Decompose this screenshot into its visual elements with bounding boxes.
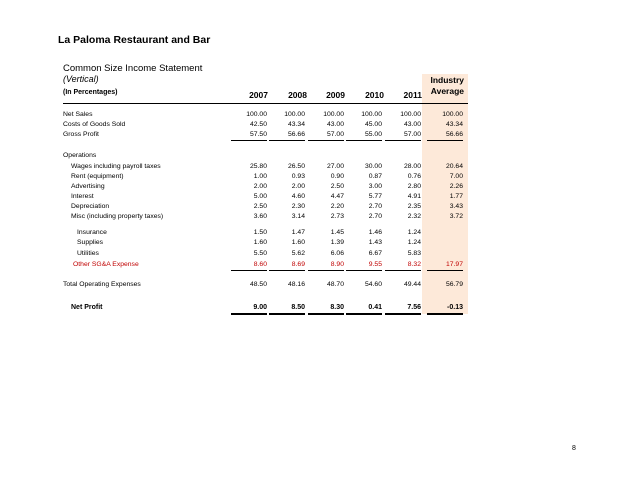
year-value: 0.41 <box>368 304 382 311</box>
year-value: 1.60 <box>291 239 305 246</box>
total-underline <box>269 313 305 315</box>
year-value: 2.00 <box>253 183 267 190</box>
industry-header-line1: Industry <box>430 75 464 85</box>
year-value: 2.50 <box>253 203 267 210</box>
year-value: 28.00 <box>403 163 421 170</box>
year-value: 26.50 <box>287 163 305 170</box>
year-value: 5.62 <box>291 250 305 257</box>
statement-title: Common Size Income Statement <box>63 63 203 74</box>
year-value: 4.91 <box>407 193 421 200</box>
year-value: 2.80 <box>407 183 421 190</box>
table-row <box>63 163 468 173</box>
year-header-2007: 2007 <box>249 90 268 100</box>
year-value: 8.69 <box>291 261 305 268</box>
total-underline <box>385 270 421 271</box>
year-value: 5.83 <box>407 250 421 257</box>
year-value: 48.16 <box>287 281 305 288</box>
row-label: Interest <box>71 193 94 200</box>
year-value: 1.43 <box>368 239 382 246</box>
table-row <box>63 239 468 249</box>
year-value: 5.00 <box>253 193 267 200</box>
year-value: 1.46 <box>368 229 382 236</box>
total-underline <box>231 270 267 271</box>
company-name: La Paloma Restaurant and Bar <box>58 34 211 46</box>
table-row <box>63 213 468 223</box>
year-value: 2.35 <box>407 203 421 210</box>
statement-unit: (In Percentages) <box>63 89 118 96</box>
industry-average-value: 20.64 <box>445 163 463 170</box>
row-label: Other SG&A Expense <box>73 261 139 268</box>
year-value: 4.60 <box>291 193 305 200</box>
year-value: 55.00 <box>364 131 382 138</box>
row-label: Total Operating Expenses <box>63 281 141 288</box>
year-value: 43.00 <box>326 121 344 128</box>
year-header-2009: 2009 <box>326 90 345 100</box>
total-underline <box>308 140 344 141</box>
total-underline <box>269 140 305 141</box>
header-rule <box>63 103 468 104</box>
year-value: 1.60 <box>253 239 267 246</box>
year-value: 43.34 <box>287 121 305 128</box>
year-value: 2.70 <box>368 203 382 210</box>
year-value: 1.45 <box>330 229 344 236</box>
year-value: 1.24 <box>407 229 421 236</box>
total-underline <box>231 140 267 141</box>
year-value: 27.00 <box>326 163 344 170</box>
year-value: 0.76 <box>407 173 421 180</box>
year-value: 0.90 <box>330 173 344 180</box>
year-value: 6.67 <box>368 250 382 257</box>
table-row <box>63 193 468 203</box>
industry-average-value: 3.43 <box>449 203 463 210</box>
total-underline <box>269 270 305 271</box>
year-value: 100.00 <box>400 111 421 118</box>
row-label: Utilities <box>77 250 99 257</box>
year-value: 9.55 <box>368 261 382 268</box>
year-value: 2.20 <box>330 203 344 210</box>
year-value: 2.32 <box>407 213 421 220</box>
industry-average-value: -0.13 <box>447 304 463 311</box>
year-value: 2.30 <box>291 203 305 210</box>
table-row <box>63 281 468 291</box>
table-row <box>63 203 468 213</box>
year-value: 1.39 <box>330 239 344 246</box>
row-label: Misc (including property taxes) <box>71 213 164 220</box>
year-value: 4.47 <box>330 193 344 200</box>
year-value: 8.90 <box>330 261 344 268</box>
year-value: 45.00 <box>364 121 382 128</box>
year-value: 1.47 <box>291 229 305 236</box>
industry-average-value: 43.34 <box>445 121 463 128</box>
year-value: 57.00 <box>403 131 421 138</box>
total-underline <box>427 313 463 315</box>
year-value: 1.24 <box>407 239 421 246</box>
row-label: Insurance <box>77 229 107 236</box>
row-label: Advertising <box>71 183 105 190</box>
row-label: Supplies <box>77 239 104 246</box>
year-value: 5.50 <box>253 250 267 257</box>
table-row <box>63 152 468 162</box>
year-value: 42.50 <box>249 121 267 128</box>
year-value: 3.14 <box>291 213 305 220</box>
year-value: 100.00 <box>284 111 305 118</box>
year-value: 3.60 <box>253 213 267 220</box>
table-row <box>63 173 468 183</box>
year-value: 8.30 <box>330 304 344 311</box>
industry-average-value: 3.72 <box>449 213 463 220</box>
row-label: Costs of Goods Sold <box>63 121 126 128</box>
total-underline <box>346 270 382 271</box>
year-value: 9.00 <box>253 304 267 311</box>
total-underline <box>308 270 344 271</box>
year-value: 25.80 <box>249 163 267 170</box>
year-value: 57.50 <box>249 131 267 138</box>
industry-average-value: 100.00 <box>442 111 463 118</box>
industry-average-value: 17.97 <box>445 261 463 268</box>
year-value: 57.00 <box>326 131 344 138</box>
year-value: 8.32 <box>407 261 421 268</box>
year-value: 48.50 <box>249 281 267 288</box>
row-label: Depreciation <box>71 203 110 210</box>
year-value: 49.44 <box>403 281 421 288</box>
year-value: 100.00 <box>246 111 267 118</box>
year-value: 100.00 <box>323 111 344 118</box>
year-value: 48.70 <box>326 281 344 288</box>
year-value: 6.06 <box>330 250 344 257</box>
row-label: Operations <box>63 152 97 159</box>
year-value: 8.50 <box>291 304 305 311</box>
total-underline <box>427 270 463 271</box>
industry-average-value: 56.66 <box>445 131 463 138</box>
statement-subtitle: (Vertical) <box>63 74 99 84</box>
industry-header-line2: Average <box>430 86 464 96</box>
total-underline <box>231 313 267 315</box>
table-row <box>63 121 468 131</box>
table-row <box>63 111 468 121</box>
total-underline <box>427 140 463 141</box>
table-row <box>63 183 468 193</box>
industry-average-header <box>422 75 464 97</box>
row-label: Net Profit <box>71 304 103 311</box>
year-value: 3.00 <box>368 183 382 190</box>
row-label: Gross Profit <box>63 131 99 138</box>
year-value: 43.00 <box>403 121 421 128</box>
total-underline <box>385 140 421 141</box>
row-label: Net Sales <box>63 111 93 118</box>
industry-average-value: 56.79 <box>445 281 463 288</box>
year-value: 8.60 <box>253 261 267 268</box>
total-underline <box>346 313 382 315</box>
year-value: 54.60 <box>364 281 382 288</box>
year-value: 1.00 <box>253 173 267 180</box>
page-number: 8 <box>572 445 576 452</box>
year-value: 0.93 <box>291 173 305 180</box>
year-header-2011: 2011 <box>403 90 422 100</box>
year-value: 2.50 <box>330 183 344 190</box>
year-header-2008: 2008 <box>288 90 307 100</box>
year-header-2010: 2010 <box>365 90 384 100</box>
total-underline <box>308 313 344 315</box>
industry-average-value: 7.00 <box>449 173 463 180</box>
table-row <box>63 229 468 239</box>
year-value: 1.50 <box>253 229 267 236</box>
table-row <box>63 250 468 260</box>
row-label: Rent (equipment) <box>71 173 124 180</box>
year-value: 2.00 <box>291 183 305 190</box>
industry-average-value: 1.77 <box>449 193 463 200</box>
year-value: 0.87 <box>368 173 382 180</box>
total-underline <box>346 140 382 141</box>
year-value: 2.70 <box>368 213 382 220</box>
year-value: 7.56 <box>407 304 421 311</box>
total-underline <box>385 313 421 315</box>
year-value: 5.77 <box>368 193 382 200</box>
row-label: Wages including payroll taxes <box>71 163 161 170</box>
year-value: 2.73 <box>330 213 344 220</box>
year-value: 56.66 <box>287 131 305 138</box>
year-value: 100.00 <box>361 111 382 118</box>
industry-average-value: 2.26 <box>449 183 463 190</box>
year-value: 30.00 <box>364 163 382 170</box>
